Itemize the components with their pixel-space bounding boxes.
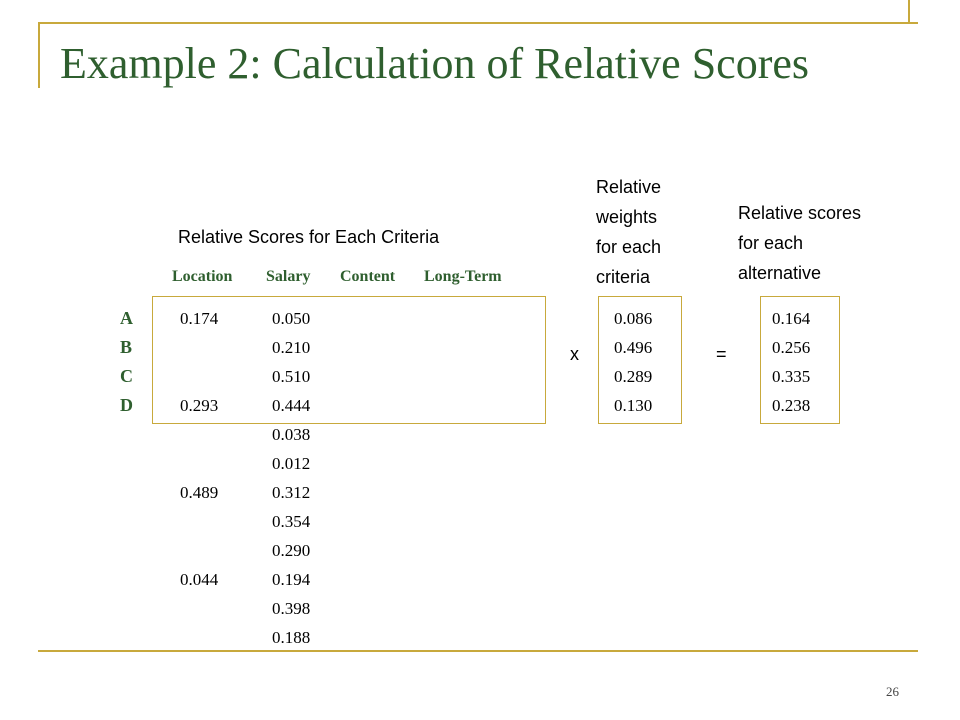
- multiply-sign: x: [570, 344, 579, 364]
- row-label: D: [120, 395, 133, 415]
- left-rule: [38, 22, 40, 88]
- column-header-content: Content: [340, 268, 396, 285]
- salary-value: 0.354: [272, 512, 311, 531]
- location-values: [180, 304, 250, 652]
- salary-value: 0.444: [272, 396, 311, 415]
- score-value: 0.256: [772, 338, 811, 357]
- location-value: 0.044: [180, 570, 219, 589]
- row-label: B: [120, 337, 133, 357]
- location-value: [180, 420, 250, 449]
- location-value: [180, 623, 250, 652]
- salary-value: 0.290: [272, 541, 311, 560]
- location-value: [180, 362, 250, 391]
- salary-value: 0.210: [272, 338, 311, 357]
- scores-heading-line: for each: [738, 233, 804, 253]
- location-value: 0.489: [180, 483, 219, 502]
- salary-value: 0.510: [272, 367, 311, 386]
- page-number: 26: [886, 684, 899, 699]
- page-title: Example 2: Calculation of Relative Scores: [60, 39, 810, 88]
- scores-heading-line: alternative: [738, 263, 822, 283]
- column-header-long-term: Long-Term: [424, 268, 502, 285]
- top-rule: [38, 22, 918, 24]
- location-value: [180, 536, 250, 565]
- score-value: 0.335: [772, 367, 811, 386]
- weight-value: 0.130: [614, 396, 653, 415]
- scores-heading: [738, 198, 861, 288]
- salary-values: [272, 304, 310, 652]
- equals-sign: =: [716, 344, 727, 364]
- location-value: 0.174: [180, 309, 219, 328]
- salary-value: 0.050: [272, 309, 311, 328]
- weights-heading-line: criteria: [596, 267, 651, 287]
- weight-value: 0.496: [614, 338, 653, 357]
- weights-heading-line: for each: [596, 237, 662, 257]
- scores-values: [772, 304, 810, 420]
- weights-values: [614, 304, 652, 420]
- location-value: [180, 449, 250, 478]
- bottom-rule: [38, 650, 918, 652]
- weight-value: 0.289: [614, 367, 653, 386]
- weights-heading-line: weights: [596, 207, 658, 227]
- salary-value: 0.194: [272, 570, 311, 589]
- column-header-location: Location: [172, 268, 233, 285]
- row-labels: [120, 304, 133, 420]
- weights-heading: [596, 172, 661, 292]
- location-value: [180, 594, 250, 623]
- score-value: 0.238: [772, 396, 811, 415]
- score-value: 0.164: [772, 309, 811, 328]
- weights-heading-line: Relative: [596, 177, 662, 197]
- location-value: [180, 333, 250, 362]
- criteria-heading: Relative Scores for Each Criteria: [178, 227, 440, 247]
- weight-value: 0.086: [614, 309, 653, 328]
- salary-value: 0.038: [272, 425, 311, 444]
- salary-value: 0.188: [272, 628, 311, 647]
- row-label: C: [120, 366, 133, 386]
- salary-value: 0.398: [272, 599, 311, 618]
- salary-value: 0.012: [272, 454, 311, 473]
- location-value: [180, 507, 250, 536]
- location-value: 0.293: [180, 396, 219, 415]
- scores-heading-line: Relative scores: [738, 203, 862, 223]
- column-header-salary: Salary: [266, 268, 311, 285]
- salary-value: 0.312: [272, 483, 311, 502]
- top-right-tick: [908, 0, 910, 24]
- row-label: A: [120, 308, 133, 328]
